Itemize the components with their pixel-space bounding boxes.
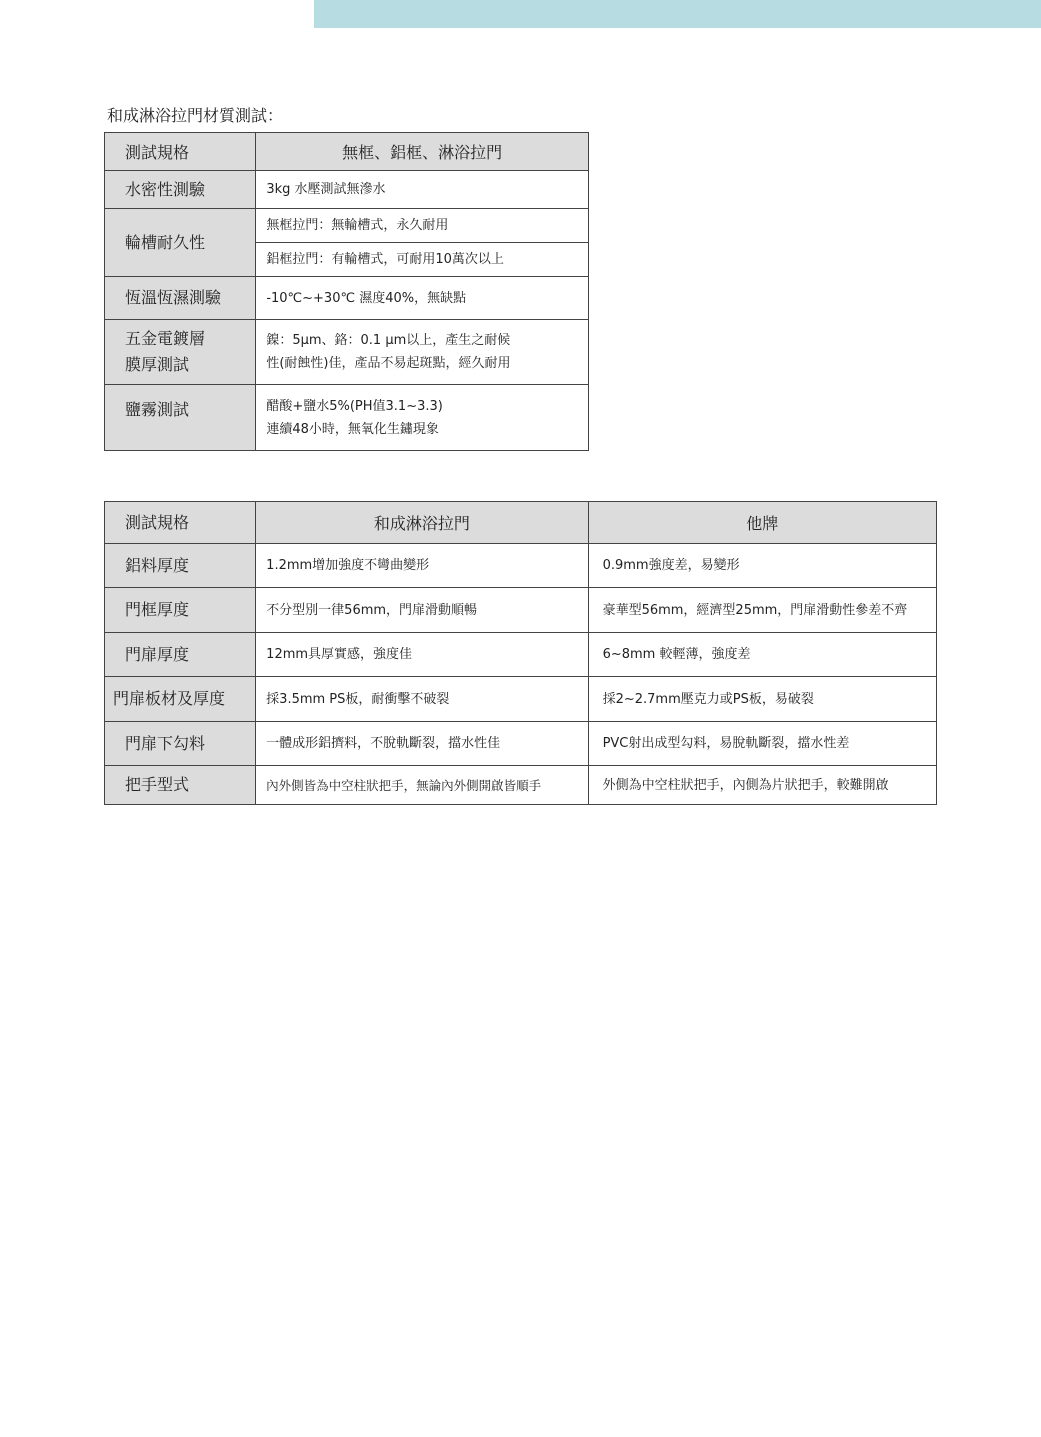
our-brand-value: 一體成形鋁擠料，不脫軌斷裂，擋水性佳 (256, 722, 588, 766)
row-label: 門框厚度 (105, 588, 256, 633)
row-label: 水密性測驗 (105, 171, 256, 209)
row-value-line: 鎳：5μm、鉻：0.1 μm以上，產生之耐候 (266, 333, 511, 348)
header-other-brand: 他牌 (588, 502, 936, 544)
material-test-table (104, 132, 589, 451)
row-value-line: 醋酸+鹽水5%(PH值3.1~3.3) (266, 398, 443, 414)
header-our-brand: 和成淋浴拉門 (256, 502, 588, 544)
other-brand-value: PVC射出成型勾料，易脫軌斷裂，擋水性差 (588, 722, 936, 766)
table-row (105, 544, 937, 588)
row-value (256, 320, 589, 385)
row-label: 恆溫恆濕測驗 (105, 277, 256, 320)
row-label: 輪槽耐久性 (105, 209, 256, 277)
row-value-line: 連續48小時，無氧化生鏽現象 (266, 421, 439, 437)
table-row (105, 766, 937, 805)
row-label: 鋁料厚度 (105, 544, 256, 588)
other-brand-value: 豪華型56mm，經濟型25mm，門扉滑動性參差不齊 (588, 588, 936, 633)
row-label-line: 膜厚測試 (125, 355, 190, 374)
table-row (105, 209, 589, 243)
our-brand-value: 12mm具厚實感，強度佳 (256, 633, 588, 677)
row-value-line: 性(耐蝕性)佳，產品不易起斑點，經久耐用 (266, 356, 511, 371)
row-label-line: 五金電鍍層 (125, 329, 206, 348)
top-color-band (314, 0, 1041, 28)
header-door-types: 無框、鋁框、淋浴拉門 (256, 133, 589, 171)
our-brand-value: 1.2mm增加強度不彎曲變形 (256, 544, 588, 588)
our-brand-value: 採3.5mm PS板，耐衝擊不破裂 (256, 677, 588, 722)
section-heading: 和成淋浴拉門材質測試： (107, 106, 284, 125)
header-spec: 測試規格 (105, 133, 256, 171)
table-row (105, 320, 589, 385)
row-label: 門扉下勾料 (105, 722, 256, 766)
row-value: -10℃~+30℃ 濕度40%，無缺點 (256, 277, 589, 320)
row-value: 3kg 水壓測試無滲水 (256, 171, 589, 209)
table-row (105, 277, 589, 320)
row-value: 無框拉門：無輪槽式，永久耐用 (256, 209, 589, 243)
other-brand-value: 採2~2.7mm壓克力或PS板，易破裂 (588, 677, 936, 722)
other-brand-value: 外側為中空柱狀把手，內側為片狀把手，較難開啟 (588, 766, 936, 805)
other-brand-value: 6~8mm 較輕薄，強度差 (588, 633, 936, 677)
table-row (105, 633, 937, 677)
other-brand-value: 0.9mm強度差，易變形 (588, 544, 936, 588)
our-brand-value: 不分型別一律56mm，門扉滑動順暢 (256, 588, 588, 633)
table-row (105, 171, 589, 209)
table-row (105, 588, 937, 633)
row-label (105, 320, 256, 385)
table-row (105, 385, 589, 451)
table-row (105, 677, 937, 722)
row-label: 鹽霧測試 (105, 385, 256, 451)
row-label: 把手型式 (105, 766, 256, 805)
our-brand-value: 內外側皆為中空柱狀把手，無論內外側開啟皆順手 (256, 766, 588, 805)
table-header-row (105, 133, 589, 171)
row-label: 門扉板材及厚度 (105, 677, 256, 722)
row-value (256, 385, 589, 451)
header-spec: 測試規格 (105, 502, 256, 544)
row-label: 門扉厚度 (105, 633, 256, 677)
row-value: 鋁框拉門：有輪槽式，可耐用10萬次以上 (256, 243, 589, 277)
table-header-row (105, 502, 937, 544)
table-row (105, 722, 937, 766)
brand-comparison-table (104, 501, 937, 805)
